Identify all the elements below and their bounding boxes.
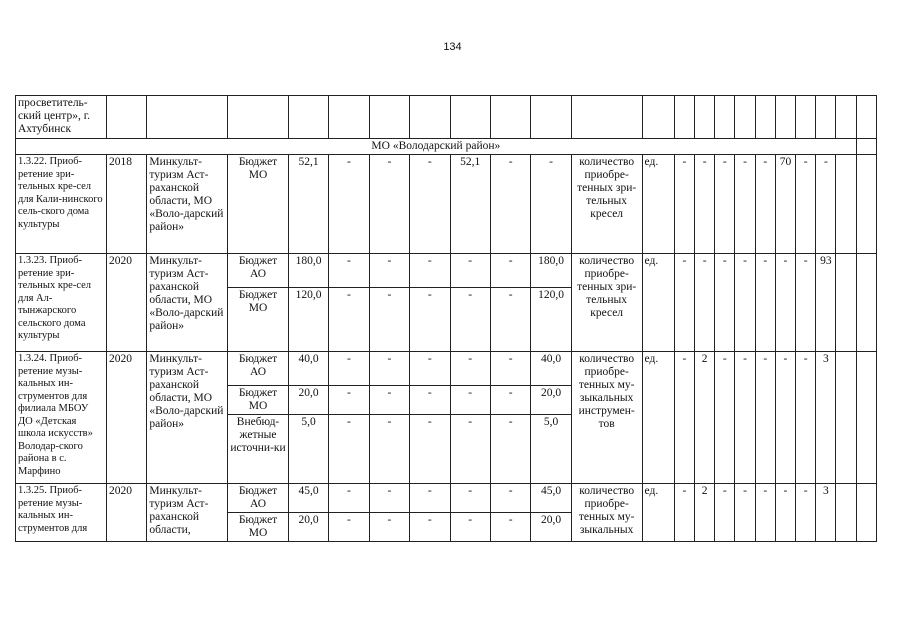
target-value-cell: - <box>755 484 775 542</box>
funding-year-cell: - <box>329 288 369 352</box>
funding-year-cell: - <box>490 155 530 254</box>
funding-year-cell: - <box>329 484 369 513</box>
funding-total-cell: 40,0 <box>288 352 328 386</box>
empty-cell <box>856 254 876 352</box>
target-value-cell: - <box>674 484 694 542</box>
year-cell: 2020 <box>106 484 146 542</box>
funding-year-cell: - <box>410 513 450 542</box>
executor-cell: Минкульт-туризм Аст-раханской области, <box>147 484 228 542</box>
table-row <box>16 484 877 513</box>
indicator-cell: количество приобре-тенных зри-тельных кресел <box>571 155 642 254</box>
funding-year-cell: 120,0 <box>531 288 571 352</box>
funding-total-cell: 5,0 <box>288 415 328 484</box>
funding-year-cell: - <box>369 415 409 484</box>
funding-year-cell: 52,1 <box>450 155 490 254</box>
funding-year-cell: - <box>450 386 490 415</box>
table-body <box>16 96 877 542</box>
target-value-cell: - <box>735 254 755 352</box>
target-value-cell: - <box>735 352 755 484</box>
year-cell: 2020 <box>106 352 146 484</box>
funding-year-cell: 180,0 <box>531 254 571 288</box>
funding-year-cell: - <box>410 415 450 484</box>
executor-cell: Минкульт-туризм Аст-раханской области, МО «Воло-дарский район» <box>147 254 228 352</box>
target-value-cell: - <box>735 484 755 542</box>
target-value-cell: 3 <box>816 484 836 542</box>
year-cell: 2020 <box>106 254 146 352</box>
indicator-cell: количество приобре-тенных му-зыкальных <box>571 484 642 542</box>
funding-year-cell: - <box>490 513 530 542</box>
funding-year-cell: - <box>410 155 450 254</box>
activity-name-cell: 1.3.22. Приоб-ретение зри-тельных кре-сел для Кали-нинского сель-ского дома культуры <box>16 155 107 254</box>
empty-cell <box>836 254 856 352</box>
funding-year-cell: - <box>450 513 490 542</box>
unit-cell: ед. <box>642 155 674 254</box>
funding-year-cell: - <box>490 254 530 288</box>
target-value-cell: - <box>715 254 735 352</box>
funding-year-cell: - <box>369 288 409 352</box>
target-value-cell: - <box>674 352 694 484</box>
indicator-cell: количество приобре-тенных зри-тельных кресел <box>571 254 642 352</box>
target-value-cell: - <box>755 155 775 254</box>
target-value-cell: - <box>715 484 735 542</box>
empty-cell <box>856 484 876 542</box>
target-value-cell: 2 <box>695 352 715 484</box>
target-value-cell: - <box>816 155 836 254</box>
target-value-cell: - <box>796 352 816 484</box>
unit-cell: ед. <box>642 352 674 484</box>
funding-total-cell: 180,0 <box>288 254 328 288</box>
funding-source-cell: Бюджет АО <box>228 254 289 288</box>
funding-year-cell: 5,0 <box>531 415 571 484</box>
empty-cell <box>836 484 856 542</box>
funding-source-cell: Бюджет МО <box>228 386 289 415</box>
target-value-cell: - <box>715 352 735 484</box>
funding-year-cell: - <box>410 352 450 386</box>
indicator-cell: количество приобре-тенных му-зыкальных инструмен-тов <box>571 352 642 484</box>
empty-cell <box>856 352 876 484</box>
funding-source-cell: Бюджет МО <box>228 513 289 542</box>
target-value-cell: - <box>775 484 795 542</box>
target-value-cell: - <box>695 155 715 254</box>
target-value-cell: 70 <box>775 155 795 254</box>
activity-name-cell: 1.3.23. Приоб-ретение зри-тельных кре-сел для Ал-тынжарского сельского дома культуры <box>16 254 107 352</box>
target-value-cell: - <box>735 155 755 254</box>
funding-year-cell: - <box>369 386 409 415</box>
target-value-cell: - <box>796 155 816 254</box>
target-value-cell: 3 <box>816 352 836 484</box>
funding-year-cell: - <box>369 254 409 288</box>
target-value-cell: - <box>775 254 795 352</box>
target-value-cell: - <box>775 352 795 484</box>
funding-total-cell: 20,0 <box>288 513 328 542</box>
activity-name-cell: 1.3.24. Приоб-ретение музы-кальных ин-струментов для филиала МБОУ ДО «Детская школа искусств» Володар-ского района в с. Марфино <box>16 352 107 484</box>
funding-year-cell: - <box>450 352 490 386</box>
funding-total-cell: 120,0 <box>288 288 328 352</box>
funding-year-cell: - <box>369 352 409 386</box>
funding-year-cell: - <box>329 415 369 484</box>
funding-year-cell: - <box>329 254 369 288</box>
unit-cell: ед. <box>642 484 674 542</box>
target-value-cell: - <box>796 484 816 542</box>
funding-source-cell: Бюджет МО <box>228 288 289 352</box>
executor-cell: Минкульт-туризм Аст-раханской области, МО «Воло-дарский район» <box>147 155 228 254</box>
funding-year-cell: - <box>450 484 490 513</box>
funding-year-cell: - <box>369 155 409 254</box>
target-value-cell: - <box>755 254 775 352</box>
funding-year-cell: - <box>450 415 490 484</box>
funding-year-cell: - <box>490 288 530 352</box>
target-value-cell: - <box>755 352 775 484</box>
unit-cell: ед. <box>642 254 674 352</box>
table-row <box>16 155 877 254</box>
funding-year-cell: - <box>410 386 450 415</box>
funding-year-cell: - <box>490 415 530 484</box>
funding-year-cell: - <box>490 352 530 386</box>
target-value-cell: - <box>796 254 816 352</box>
executor-cell: Минкульт-туризм Аст-раханской области, МО «Воло-дарский район» <box>147 352 228 484</box>
funding-year-cell: 45,0 <box>531 484 571 513</box>
page-number: 134 <box>443 41 462 53</box>
funding-year-cell: - <box>450 288 490 352</box>
funding-year-cell: - <box>490 386 530 415</box>
empty-cell <box>836 352 856 484</box>
target-value-cell: - <box>715 155 735 254</box>
funding-year-cell: - <box>531 155 571 254</box>
funding-year-cell: - <box>410 288 450 352</box>
section-row <box>16 139 877 155</box>
activity-name-cell: 1.3.25. Приоб-ретение музы-кальных ин-струментов для <box>16 484 107 542</box>
funding-year-cell: 20,0 <box>531 513 571 542</box>
funding-year-cell: - <box>490 484 530 513</box>
target-value-cell: - <box>674 254 694 352</box>
funding-year-cell: 40,0 <box>531 352 571 386</box>
target-value-cell: 2 <box>695 484 715 542</box>
target-value-cell: 93 <box>816 254 836 352</box>
funding-year-cell: - <box>450 254 490 288</box>
funding-source-cell: Внебюд-жетные источни-ки <box>228 415 289 484</box>
program-table <box>15 95 877 542</box>
funding-year-cell: - <box>410 484 450 513</box>
funding-year-cell: - <box>329 155 369 254</box>
funding-total-cell: 20,0 <box>288 386 328 415</box>
funding-source-cell: Бюджет МО <box>228 155 289 254</box>
funding-total-cell: 52,1 <box>288 155 328 254</box>
funding-year-cell: - <box>369 484 409 513</box>
funding-source-cell: Бюджет АО <box>228 484 289 513</box>
funding-total-cell: 45,0 <box>288 484 328 513</box>
funding-year-cell: - <box>410 254 450 288</box>
empty-cell <box>836 155 856 254</box>
section-title: МО «Володарский район» <box>16 139 857 155</box>
funding-year-cell: - <box>329 352 369 386</box>
funding-year-cell: - <box>369 513 409 542</box>
empty-cell <box>856 155 876 254</box>
funding-source-cell: Бюджет АО <box>228 352 289 386</box>
funding-year-cell: - <box>329 513 369 542</box>
table-row <box>16 352 877 386</box>
year-cell: 2018 <box>106 155 146 254</box>
continued-row <box>16 96 877 139</box>
funding-year-cell: - <box>329 386 369 415</box>
target-value-cell: - <box>674 155 694 254</box>
table-row <box>16 254 877 288</box>
activity-name-cell: просветитель-ский центр», г. Ахтубинск <box>16 96 107 139</box>
target-value-cell: - <box>695 254 715 352</box>
funding-year-cell: 20,0 <box>531 386 571 415</box>
